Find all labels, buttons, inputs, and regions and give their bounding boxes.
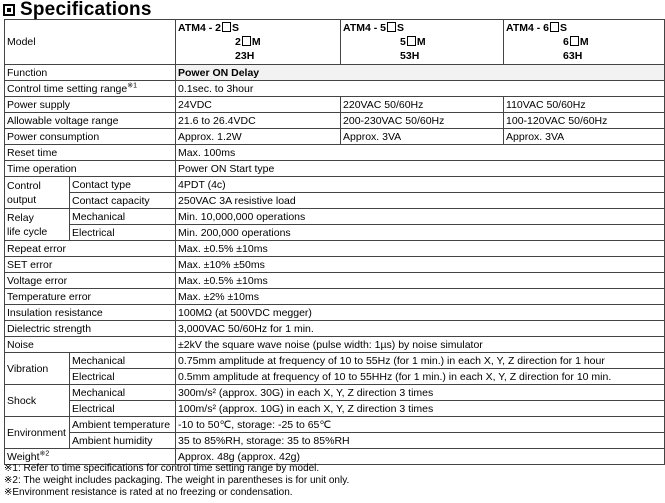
sub-label: Mechanical [70,209,176,225]
row-label: Power supply [5,97,176,113]
row-value: Max. ±0.5% ±10ms [176,241,665,257]
row-value: ±2kV the square wave noise (pulse width: 1µs) by noise simulator [176,337,665,353]
row-value: 21.6 to 26.4VDC [176,113,341,129]
table-row [5,129,665,145]
label-line: output [7,193,37,206]
sub-label: Contact capacity [70,193,176,209]
table-row [5,321,665,337]
footnote-3: ※Environment resistance is rated at no freezing or condensation. [4,487,293,498]
group-label [5,177,70,209]
model-suffix: S [232,22,240,34]
table-row [5,225,665,241]
blank-square-icon [222,22,231,32]
model-suffix: M [579,36,589,48]
row-value: Max. ±0.5% ±10ms [176,273,665,289]
group-label [5,209,70,241]
sub-label: Mechanical [70,385,176,401]
row-value: Approx. 48g (approx. 42g) [176,449,665,465]
table-row [5,401,665,417]
footnote-1: ※1: Refer to time specifications for control time setting range by model. [4,463,320,474]
group-label: Vibration [5,353,70,385]
table-row [5,305,665,321]
row-label: Dielectric strength [5,321,176,337]
row-value: Approx. 1.2W [176,129,341,145]
table-row [5,97,665,113]
model-cell-3 [504,20,665,65]
row-value: Power ON Delay [176,65,665,81]
model-prefix: 5 [400,36,406,48]
label-text: Control time setting range [7,82,128,95]
model-suffix: M [416,36,426,48]
row-value: 110VAC 50/60Hz [504,97,665,113]
table-row [5,81,665,97]
table-row [5,417,665,433]
row-value: 3,000VAC 50/60Hz for 1 min. [176,321,665,337]
row-value: 4PDT (4c) [176,177,665,193]
model-suffix: M [251,36,261,48]
row-value: 220VAC 50/60Hz [341,97,504,113]
model-cell-2 [341,20,504,65]
row-value: 100-120VAC 50/60Hz [504,113,665,129]
row-label: Time operation [5,161,176,177]
table-row [5,353,665,369]
square-bullet-icon [3,4,15,16]
table-row [5,177,665,193]
sub-label: Electrical [70,225,176,241]
blank-square-icon [387,22,396,32]
row-value: Approx. 3VA [341,129,504,145]
footnote-mark: ※1 [127,82,137,89]
model-suffix: S [397,22,405,34]
label-line: Control [7,179,41,192]
table-row [5,369,665,385]
row-value: 24VDC [176,97,341,113]
label-text: Weight [7,450,40,463]
table-row [5,161,665,177]
table-row [5,20,665,65]
table-row [5,289,665,305]
footnote-2: ※2: The weight includes packaging. The weight in parentheses is for unit only. [4,475,350,486]
label-line: life cycle [7,225,48,238]
row-label [5,81,176,97]
table-row [5,209,665,225]
row-value: 100MΩ (at 500VDC megger) [176,305,665,321]
row-value: Approx. 3VA [504,129,665,145]
sub-label: Electrical [70,401,176,417]
model-prefix: 2 [235,36,241,48]
row-value: Min. 10,000,000 operations [176,209,665,225]
blank-square-icon [550,22,559,32]
group-label: Shock [5,385,70,417]
table-row [5,257,665,273]
row-value: 0.5mm amplitude at frequency of 10 to 55HHz (for 1 min.) in each X, Y, Z direction for 10 min. [176,369,665,385]
table-row [5,273,665,289]
table-row [5,113,665,129]
row-value: -10 to 50℃, storage: -25 to 65℃ [176,417,665,433]
row-value: 100m/s² (approx. 10G) in each X, Y, Z direction 3 times [176,401,665,417]
row-label: Noise [5,337,176,353]
table-row [5,433,665,449]
row-value: 250VAC 3A resistive load [176,193,665,209]
model-prefix: ATM4 - 2 [178,22,221,34]
row-label: SET error [5,257,176,273]
model-prefix: ATM4 - 6 [506,22,549,34]
model-variant: 53H [400,50,420,62]
label-line: Relay [7,211,34,224]
model-prefix: ATM4 - 5 [343,22,386,34]
row-value: 200-230VAC 50/60Hz [341,113,504,129]
sub-label: Contact type [70,177,176,193]
row-label: Repeat error [5,241,176,257]
group-label: Environment [5,417,70,449]
table-row [5,385,665,401]
model-suffix: S [560,22,568,34]
row-label: Insulation resistance [5,305,176,321]
table-row [5,65,665,81]
row-value: Max. ±2% ±10ms [176,289,665,305]
title-text: Specifications [20,0,152,20]
model-prefix: 6 [563,36,569,48]
specifications-table [4,19,665,465]
row-label: Power consumption [5,129,176,145]
page-title [3,0,152,20]
row-label: Reset time [5,145,176,161]
model-variant: 63H [563,50,583,62]
blank-square-icon [242,36,251,46]
row-value: 35 to 85%RH, storage: 35 to 85%RH [176,433,665,449]
row-value: Max. ±10% ±50ms [176,257,665,273]
blank-square-icon [407,36,416,46]
row-label: Function [5,65,176,81]
row-value: 300m/s² (approx. 30G) in each X, Y, Z direction 3 times [176,385,665,401]
blank-square-icon [570,36,579,46]
footnote-mark: ※2 [39,450,50,457]
sub-label: Ambient temperature [70,417,176,433]
table-row [5,193,665,209]
row-value: Power ON Start type [176,161,665,177]
table-row [5,145,665,161]
table-row [5,241,665,257]
sub-label: Mechanical [70,353,176,369]
footnotes [4,463,349,499]
model-label: Model [5,20,176,65]
row-value: 0.75mm amplitude at frequency of 10 to 55Hz (for 1 min.) in each X, Y, Z direction for 1 hour [176,353,665,369]
row-label: Voltage error [5,273,176,289]
row-label: Allowable voltage range [5,113,176,129]
row-value: 0.1sec. to 3hour [176,81,665,97]
model-cell-1 [176,20,341,65]
sub-label: Electrical [70,369,176,385]
sub-label: Ambient humidity [70,433,176,449]
row-value: Min. 200,000 operations [176,225,665,241]
row-value: Max. 100ms [176,145,665,161]
row-label: Temperature error [5,289,176,305]
model-variant: 23H [235,50,255,62]
table-row [5,337,665,353]
